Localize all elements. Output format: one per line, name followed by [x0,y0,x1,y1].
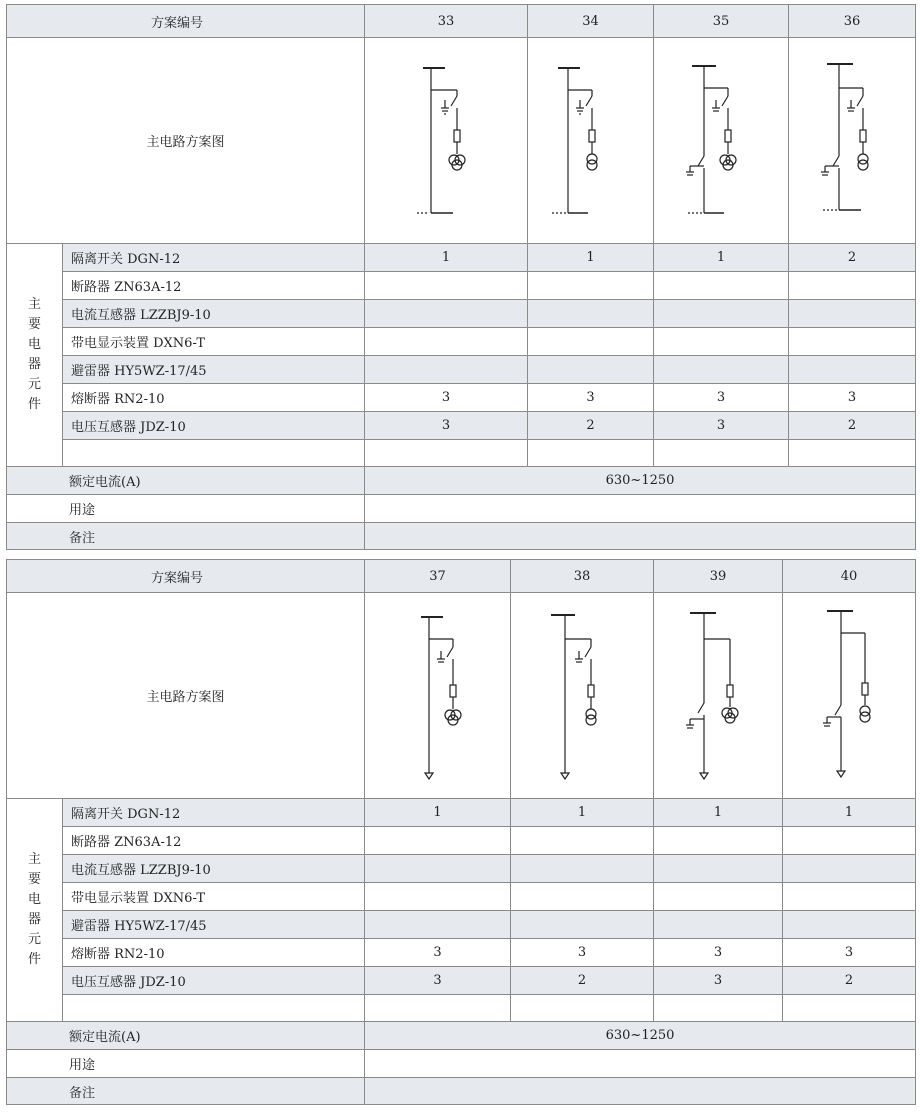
component-qty: 1 [783,799,916,827]
component-name: 熔断器 RN2-10 [63,939,365,967]
component-name [63,440,365,467]
component-row [7,883,916,911]
component-qty [789,356,916,384]
component-name [63,995,365,1022]
component-qty: 1 [528,244,654,272]
component-row [7,272,916,300]
component-qty [789,328,916,356]
component-qty [511,883,654,911]
circuit-diagram-33 [365,38,528,244]
component-name: 断路器 ZN63A-12 [63,272,365,300]
component-qty: 3 [365,412,528,440]
component-row [7,356,916,384]
remark-row [7,523,916,550]
usage-row [7,495,916,523]
component-qty [511,911,654,939]
diagram-label: 主电路方案图 [7,38,365,244]
circuit-diagram-40 [783,593,916,799]
component-qty [783,827,916,855]
scheme-number-label: 方案编号 [7,560,365,593]
component-qty [654,300,789,328]
circuit-diagram-34 [528,38,654,244]
component-row [7,855,916,883]
scheme-number: 34 [528,5,654,38]
component-row [7,799,916,827]
component-row [7,300,916,328]
component-qty [654,328,789,356]
component-qty: 1 [365,244,528,272]
scheme-table-2 [6,559,916,1105]
remark-label: 备注 [7,523,365,550]
component-qty: 3 [654,384,789,412]
component-qty: 3 [654,967,783,995]
component-qty [511,995,654,1022]
component-row [7,244,916,272]
component-qty [654,855,783,883]
rated-current-value: 630~1250 [365,467,916,495]
component-name: 断路器 ZN63A-12 [63,827,365,855]
component-row [7,440,916,467]
component-qty [365,272,528,300]
component-row [7,967,916,995]
component-qty: 2 [511,967,654,995]
component-qty [789,272,916,300]
component-qty: 1 [654,244,789,272]
component-qty [789,300,916,328]
component-qty [528,440,654,467]
component-row [7,384,916,412]
circuit-diagram-37 [365,593,511,799]
component-qty [654,272,789,300]
remark-row [7,1078,916,1105]
component-name: 电压互感器 JDZ-10 [63,967,365,995]
diagram-row [7,593,916,799]
rated-current-value: 630~1250 [365,1022,916,1050]
component-name: 带电显示装置 DXN6-T [63,883,365,911]
component-qty: 3 [365,384,528,412]
scheme-number: 37 [365,560,511,593]
remark-value [365,523,916,550]
scheme-number: 33 [365,5,528,38]
main-components-label: 主 要 电 器 元 件 [7,244,63,467]
component-qty [654,883,783,911]
usage-label: 用途 [7,1050,365,1078]
component-name: 隔离开关 DGN-12 [63,799,365,827]
component-qty [528,272,654,300]
component-qty: 2 [528,412,654,440]
scheme-number-row [7,5,916,38]
component-qty [783,995,916,1022]
component-row [7,995,916,1022]
rated-current-label: 额定电流(A) [7,467,365,495]
component-qty [511,855,654,883]
scheme-number-label: 方案编号 [7,5,365,38]
component-qty [654,827,783,855]
component-name: 隔离开关 DGN-12 [63,244,365,272]
component-qty: 3 [528,384,654,412]
rated-current-label: 额定电流(A) [7,1022,365,1050]
scheme-table-1 [6,4,916,550]
component-qty: 1 [654,799,783,827]
component-name: 带电显示装置 DXN6-T [63,328,365,356]
component-qty [365,911,511,939]
component-name: 避雷器 HY5WZ-17/45 [63,911,365,939]
usage-value [365,1050,916,1078]
component-row [7,412,916,440]
component-qty: 3 [511,939,654,967]
component-qty [365,855,511,883]
component-qty: 3 [789,384,916,412]
circuit-diagram-36 [789,38,916,244]
component-qty [528,300,654,328]
component-qty [783,883,916,911]
component-qty [528,356,654,384]
component-qty [365,440,528,467]
component-qty [654,356,789,384]
component-qty: 3 [654,412,789,440]
component-qty [528,328,654,356]
component-qty [365,328,528,356]
scheme-number-row [7,560,916,593]
rated-current-row [7,467,916,495]
component-qty: 2 [783,967,916,995]
usage-row [7,1050,916,1078]
component-qty [365,827,511,855]
diagram-row [7,38,916,244]
remark-value [365,1078,916,1105]
usage-label: 用途 [7,495,365,523]
component-qty: 1 [365,799,511,827]
scheme-number: 36 [789,5,916,38]
component-row [7,911,916,939]
component-qty: 3 [654,939,783,967]
component-name: 电流互感器 LZZBJ9-10 [63,855,365,883]
component-row [7,328,916,356]
scheme-number: 35 [654,5,789,38]
component-qty: 2 [789,244,916,272]
component-qty: 1 [511,799,654,827]
component-name: 电流互感器 LZZBJ9-10 [63,300,365,328]
component-qty: 3 [365,939,511,967]
circuit-diagram-35 [654,38,789,244]
usage-value [365,495,916,523]
circuit-diagram-38 [511,593,654,799]
component-name: 熔断器 RN2-10 [63,384,365,412]
scheme-number: 39 [654,560,783,593]
component-row [7,939,916,967]
rated-current-row [7,1022,916,1050]
component-qty [365,883,511,911]
component-qty [783,855,916,883]
scheme-number: 40 [783,560,916,593]
component-qty [511,827,654,855]
component-qty: 2 [789,412,916,440]
component-qty [789,440,916,467]
component-qty [365,300,528,328]
scheme-number: 38 [511,560,654,593]
component-qty [654,440,789,467]
remark-label: 备注 [7,1078,365,1105]
diagram-label: 主电路方案图 [7,593,365,799]
component-qty [654,911,783,939]
component-row [7,827,916,855]
component-qty [365,356,528,384]
component-qty [654,995,783,1022]
component-name: 电压互感器 JDZ-10 [63,412,365,440]
circuit-diagram-39 [654,593,783,799]
main-components-label: 主 要 电 器 元 件 [7,799,63,1022]
component-qty: 3 [783,939,916,967]
component-qty: 3 [365,967,511,995]
component-qty [365,995,511,1022]
component-qty [783,911,916,939]
component-name: 避雷器 HY5WZ-17/45 [63,356,365,384]
